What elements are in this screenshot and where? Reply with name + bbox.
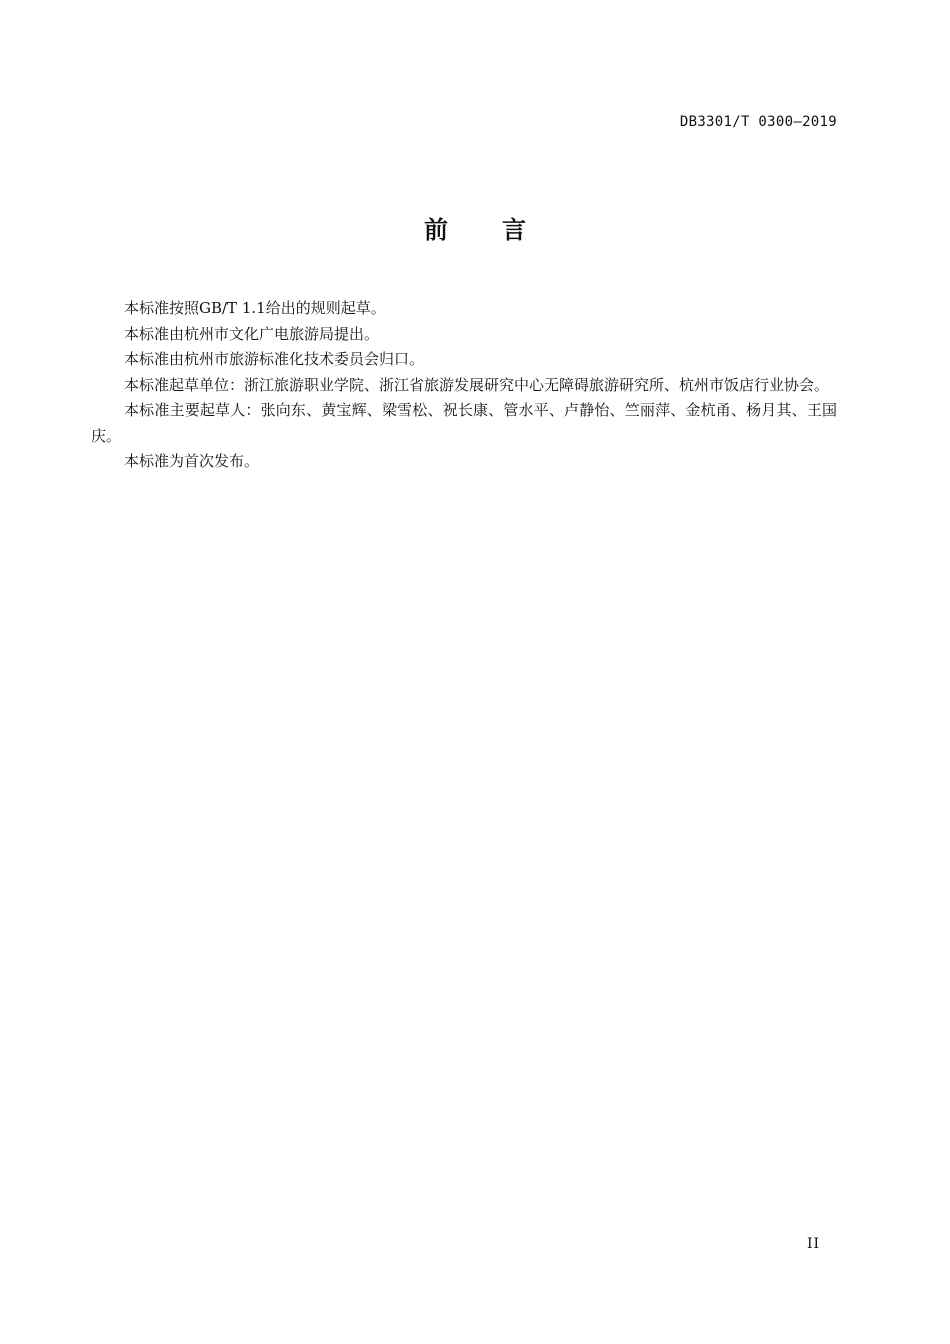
foreword-body [91, 296, 837, 475]
paragraph-first-release: 本标准为首次发布。 [124, 452, 260, 470]
paragraph-proposer: 本标准由杭州市文化广电旅游局提出。 [124, 324, 380, 343]
paragraph-main-drafters: 本标准主要起草人：张向东、黄宝辉、梁雪松、祝长康、管水平、卢静怡、竺丽萍、金杭甬、杨月其、王国庆。 [91, 401, 837, 445]
paragraph-drafting-rules: 本标准按照GB/T 1.1给出的规则起草。 [124, 299, 386, 317]
document-code: DB3301/T 0300—2019 [679, 114, 837, 130]
page-title: 前言 [424, 216, 580, 244]
page-number: II [806, 1236, 820, 1252]
paragraph-technical-committee: 本标准由杭州市旅游标准化技术委员会归口。 [124, 350, 425, 368]
paragraph-drafting-units: 本标准起草单位：浙江旅游职业学院、浙江省旅游发展研究中心无障碍旅游研究所、杭州市饭店行业协会。 [124, 375, 830, 394]
